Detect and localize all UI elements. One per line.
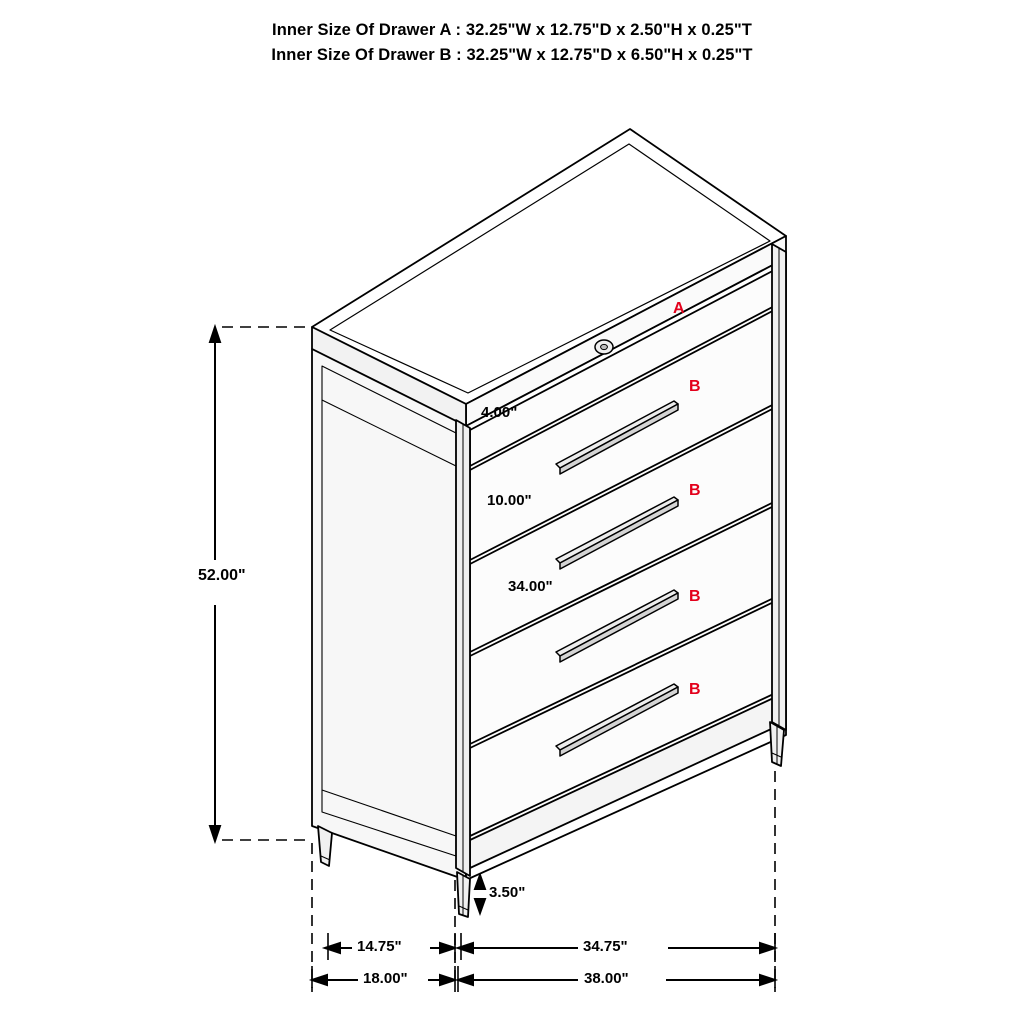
label-front-width-inner: 34.75" — [583, 938, 628, 955]
spec-line-drawer-b: Inner Size Of Drawer B : 32.25"W x 12.75"D x 6.50"H x 0.25"T — [271, 46, 753, 64]
label-drawer-a-height: 4.00" — [481, 404, 518, 421]
label-side-depth-inner: 14.75" — [357, 938, 402, 955]
chest-of-drawers-illustration — [312, 129, 786, 917]
label-leg-height: 3.50" — [489, 884, 526, 901]
label-front-width: 34.00" — [508, 578, 553, 595]
marker-drawer-a: A — [673, 300, 685, 317]
spec-line-drawer-a: Inner Size Of Drawer A : 32.25"W x 12.75"D x 2.50"H x 0.25"T — [272, 21, 752, 39]
label-drawer-b-height: 10.00" — [487, 492, 532, 509]
marker-drawer-b3: B — [689, 588, 701, 605]
chest-left-side-panel — [312, 349, 466, 880]
label-width-total: 38.00" — [584, 970, 629, 987]
marker-drawer-b2: B — [689, 482, 701, 499]
drawer-a-lock-icon — [595, 340, 613, 354]
label-depth-total: 18.00" — [363, 970, 408, 987]
dimension-leg-height — [475, 875, 485, 913]
label-total-height: 52.00" — [198, 567, 246, 584]
marker-drawer-b1: B — [689, 378, 701, 395]
marker-drawer-b4: B — [689, 681, 701, 698]
